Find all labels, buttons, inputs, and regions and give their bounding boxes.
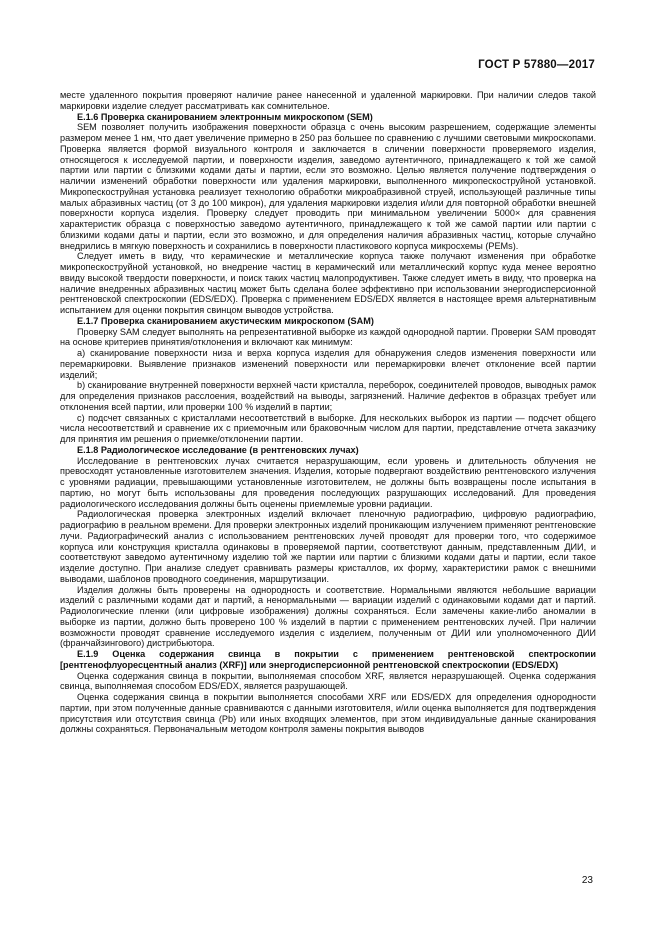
list-item-a: а) сканирование поверхности низа и верха корпуса изделия для обнаружения следов изменения поверхности или перемаркировки. Выявление признаков изменений поверхности или перемаркировки влечет отклонение всей партии изделий; [60, 348, 596, 380]
paragraph: Радиологическая проверка электронных изделий включает пленочную радиографию, цифровую радиографию, радиографию в реальном времени. Для проверки электронных изделий проникающим излучением применяют рентгеновские лучи. Радиографический анализ с использованием рентгеновских лучей проводят для проверки того, что содержимое корпуса или конструкция кристалла одинаковы в проверяемой партии, соответствуют данным, представленным ДИИ, и соответствуют заведомо аутентичному изделию той же партии или партии с близкими кодами даты и партии, если такое изделие доступно. При анализе следует сравнивать размеры кристаллов, их форму, характеристики рамок с внешними выводами, шаблонов проводного соединения, маршрутизации. [60, 509, 596, 584]
document-body [60, 90, 596, 735]
paragraph: Проверку SAM следует выполнять на репрезентативной выборке из каждой однородной партии. Проверки SAM проводят на основе критериев принятия/отклонения и включают как минимум: [60, 326, 596, 348]
page-number: 23 [581, 875, 593, 886]
paragraph: Следует иметь в виду, что керамические и металлические корпуса также получают изменения при обработке микропескоструйной установкой, но внедрение частиц в керамический или металлический корпус куда менее вероятно ввиду высокой твердости поверхности, и поиск таких частиц малопродуктивен. Также следует иметь в виду, что проверка на наличие внедренных абразивных частиц может быть сделана более эффективно при использовании энергодисперсионной рентгеновской спектроскопии (EDS/EDX). Проверка с применением EDS/EDX является в настоящее время альтернативным испытанием для оценки покрытия свинцом выводов устройства. [60, 251, 596, 315]
section-heading-e19: Е.1.9 Оценка содержания свинца в покрытии с применением рентгеновской спектроскопии [рентгенофлуоресцентный анализ (XRF)] или энергодисперсионной рентгеновской спектроскопии (EDS/EDX) [60, 649, 596, 670]
paragraph: SEM позволяет получить изображения поверхности образца с очень высоким разрешением, содержащие элементы размером менее 1 нм, что дает увеличение примерно в 250 раз большее по сравнению с лучшими световыми микроскопами. Проверка является формой визуального контроля и заключается в сличении поверхности проверяемого изделия, относящегося к исследуемой партии, и поверхности изделия, заведомо аутентичного, принадлежащего к той же самой партии или партии с близкими кодами даты и партии, если это возможно. Целью является получение подтверждения о наличии изменений обработки поверхности или удаления маркировки, выполненного микропескоструйной установкой. Микропескоструйная установка реализует технологию обработки микроабразивной струей, использующей различные типы малых абразивных частиц (от 3 до 100 микрон), для удаления маркировки изделия и/или для повторной обработки внешней поверхности корпуса изделия. Проверку следует проводить при минимальном увеличении 5000× для сравнения характеристик образца с поверхностью заведомо аутентичного, принадлежащего к той же самой партии или партии с близкими кодами даты и партии, если это возможно, и для определения наличия абразивных частиц, которые случайно внедрились в мягкую поверхность и сохранились в поверхности пластикового корпуса микросхемы (PEMs). [60, 122, 596, 251]
paragraph: Исследование в рентгеновских лучах считается неразрушающим, если уровень и длительность облучения не превосходят установленные изготовителем значения. Изделия, которые подвергают воздействию рентгеновского излучения с уровнями радиации, превышающими установленные изготовителем, не должны быть возвращены после испытания в партию, но могут быть использованы для проведения последующих разрушающих исследований. Для проведения радиологического исследования должны быть оценены приемлемые уровни радиации. [60, 455, 596, 509]
list-item-c: с) подсчет связанных с кристаллами несоответствий в выборке. Для нескольких выборок из партии — подсчет общего числа несоответствий и сравнение их с приемочным или браковочным числом для партии, представление отчета заказчику для принятия им решения о приемке/отклонении партии. [60, 412, 596, 444]
section-heading-e17: Е.1.7 Проверка сканированием акустическим микроскопом (SAM) [77, 315, 374, 326]
section-heading-e18: Е.1.8 Радиологическое исследование (в рентгеновских лучах) [77, 444, 359, 455]
list-item-b: b) сканирование внутренней поверхности верхней части кристалла, переборок, соединителей проводов, выводных рамок для определения признаков расслоения, воздействий на выводы, загрязнений. Наличие дефектов в образцах требует или отклонения всей партии, или проверки 100 % изделий в партии; [60, 380, 596, 412]
standard-designation: ГОСТ Р 57880—2017 [478, 59, 595, 71]
continuation-paragraph: месте удаленного покрытия проверяют наличие ранее нанесенной и удаленной маркировки. При наличии следов такой маркировки изделие следует рассматривать как сомнительное. [60, 90, 596, 111]
section-heading-e16: Е.1.6 Проверка сканированием электронным микроскопом (SEM) [77, 111, 373, 122]
paragraph: Оценка содержания свинца в покрытии выполняется способами XRF или EDS/EDX для определения однородности партии, при этом полученные данные сравниваются с данными изготовителя, и/или оценка выполняется для подтверждения присутствия или отсутствия свинца (Pb) или иных входящих элементов, при этом индивидуальные данные сканирования должны сохраняться. Первоначальным методом контроля замены покрытия выводов [60, 692, 596, 735]
paragraph: Изделия должны быть проверены на однородность и соответствие. Нормальными являются небольшие вариации изделий с различными кодами дат и партий, а ненормальными — вариации изделий с одинаковыми кодами дат и партий. Радиологические пленки (или цифровые изображения) должны сохраняться. Если замечены какие-либо аномалии в выборке из партии, должно быть проверено 100 % изделий в партии с применением рентгеновских лучей. При наличии возможности проводят сравнение исследуемого изделия с изделием, полученным от ДИИ или уполномоченного ДИИ (франчайзингового) дистрибьютора. [60, 584, 596, 649]
paragraph: Оценка содержания свинца в покрытии, выполняемая способом XRF, является неразрушающей. Оценка содержания свинца, выполняемая способом EDS/EDX, является разрушающей. [60, 670, 596, 692]
